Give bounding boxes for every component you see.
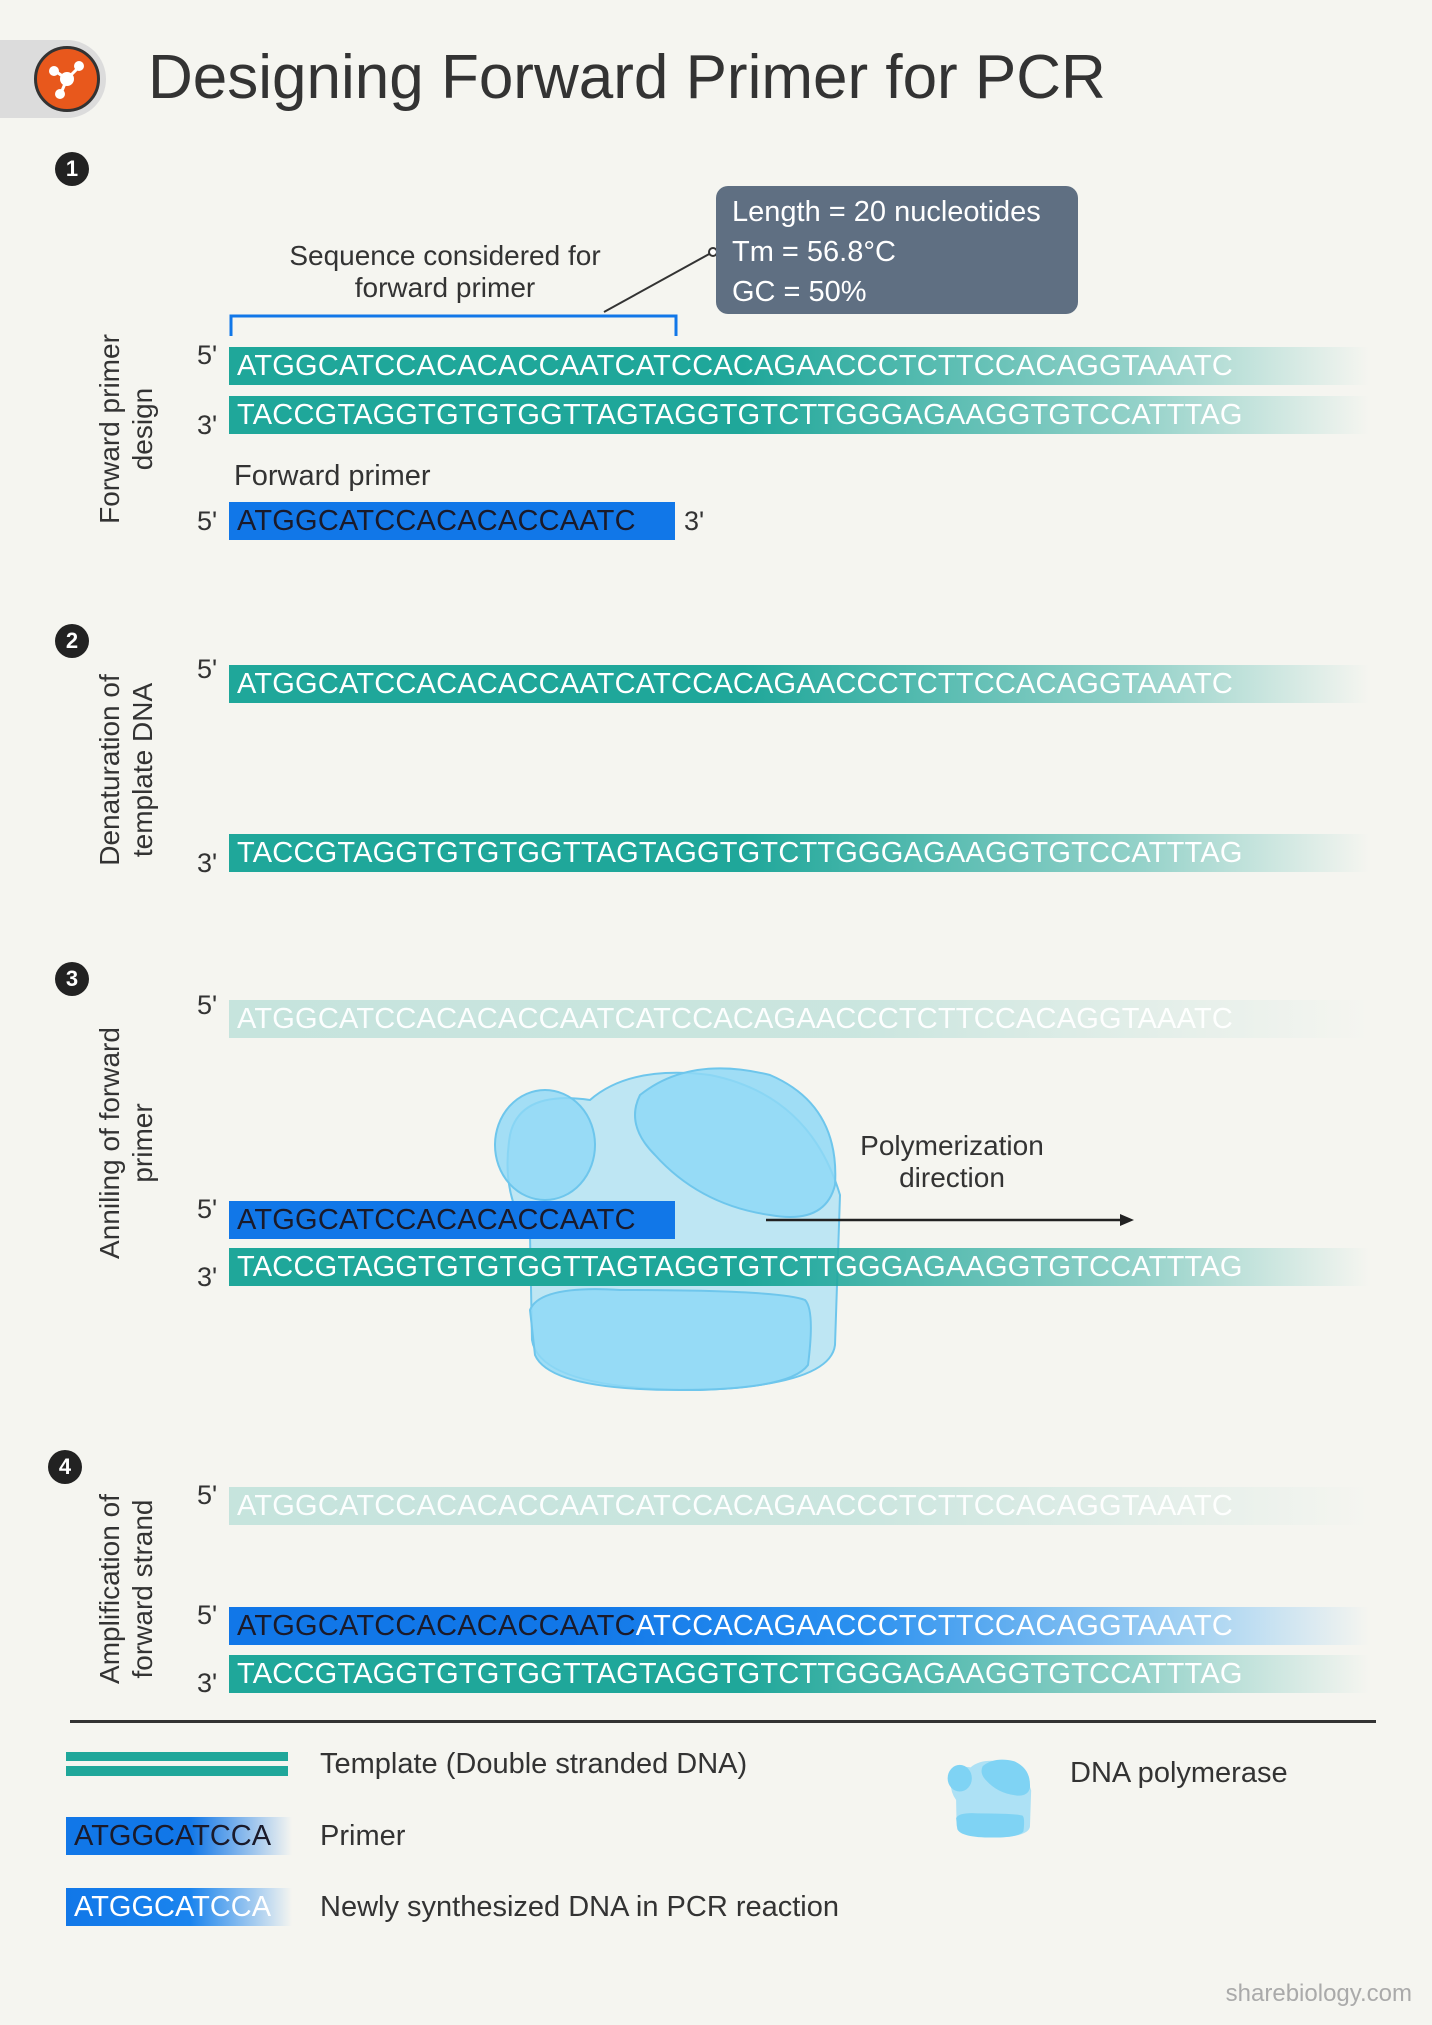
s2-template-top-strand: ATGGCATCCACACACCAATCATCCACAGAACCCTCTTCCACAGGTAAATC: [229, 665, 1369, 703]
s1-template-top-strand: ATGGCATCCACACACCAATCATCCACAGAACCCTCTTCCACAGGTAAATC: [229, 347, 1369, 385]
legend-new-dna-label: Newly synthesized DNA in PCR reaction: [320, 1891, 839, 1923]
polymerization-direction-caption: Polymerization direction: [860, 1130, 1044, 1193]
s3-bottom-3prime: 3': [197, 1262, 218, 1292]
callout-gc: GC = 50%: [732, 276, 867, 308]
s2-top-5prime: 5': [197, 654, 218, 684]
legend-primer-swatch: ATGGCATCCA: [66, 1817, 292, 1855]
s4-new-5prime: 5': [197, 1600, 218, 1630]
callout-length: Length = 20 nucleotides: [732, 196, 1041, 228]
s1-template-bottom-strand: TACCGTAGGTGTGTGGTTAGTAGGTGTCTTGGGAGAAGGTGTCCATTTAG: [229, 396, 1369, 434]
legend-new-dna-swatch: ATGGCATCCA: [66, 1888, 292, 1926]
s2-bottom-3prime: 3': [197, 848, 218, 878]
s2-template-bottom-strand: TACCGTAGGTGTGTGGTTAGTAGGTGTCTTGGGAGAAGGTGTCCATTTAG: [229, 834, 1369, 872]
s4-new-forward-strand: [229, 1607, 1369, 1645]
s4-bottom-3prime: 3': [197, 1668, 218, 1698]
step-4-label: Amplification of forward strand: [94, 1494, 158, 1684]
s4-template-bottom-strand: TACCGTAGGTGTGTGGTTAGTAGGTGTCTTGGGAGAAGGTGTCCATTTAG: [229, 1655, 1369, 1693]
s4-extension-part: ATCCACAGAACCCTCTTCCACAGGTAAATC: [635, 1610, 1234, 1642]
legend-template-swatch: [66, 1752, 288, 1778]
step-1-label: Forward primer design: [94, 334, 158, 524]
primer-properties-callout: [716, 186, 1078, 314]
step-2-label: Denaturation of template DNA: [94, 674, 158, 866]
forward-primer-caption: Forward primer: [234, 460, 431, 492]
page-title: Designing Forward Primer for PCR: [148, 43, 1106, 112]
s3-primer-5prime: 5': [197, 1194, 218, 1224]
forward-primer-strand: ATGGCATCCACACACCAATC: [229, 502, 675, 540]
step-2-badge: 2: [55, 624, 89, 658]
legend-template-label: Template (Double stranded DNA): [320, 1748, 748, 1780]
s4-top-5prime: 5': [197, 1480, 218, 1510]
s3-top-5prime: 5': [197, 990, 218, 1020]
s1-primer-3prime: 3': [684, 506, 705, 536]
s4-primer-part: ATGGCATCCACACACCAATC: [237, 1610, 636, 1642]
polymerization-arrow-icon: [760, 1210, 1140, 1230]
legend-polymerase-icon: [944, 1752, 1036, 1842]
s3-template-top-strand-faded: ATGGCATCCACACACCAATCATCCACAGAACCCTCTTCCACAGGTAAATC: [229, 1000, 1369, 1038]
callout-tm: Tm = 56.8°C: [732, 236, 896, 268]
s1-primer-5prime: 5': [197, 506, 218, 536]
s1-top-5prime: 5': [197, 340, 218, 370]
step-3-badge: 3: [55, 962, 89, 996]
bracket-caption: Sequence considered for forward primer: [289, 240, 601, 303]
step-3-label: Anniling of forward primer: [94, 1027, 158, 1259]
footer-credit: sharebiology.com: [1225, 1980, 1412, 2007]
legend-primer-label: Primer: [320, 1820, 406, 1852]
s1-bottom-3prime: 3': [197, 410, 218, 440]
legend-polymerase-label: DNA polymerase: [1070, 1757, 1288, 1789]
legend-separator: [70, 1720, 1376, 1723]
step-1-badge: 1: [55, 152, 89, 186]
s3-template-bottom-strand: TACCGTAGGTGTGTGGTTAGTAGGTGTCTTGGGAGAAGGTGTCCATTTAG: [229, 1248, 1369, 1286]
s4-template-top-strand-faded: ATGGCATCCACACACCAATCATCCACAGAACCCTCTTCCACAGGTAAATC: [229, 1487, 1369, 1525]
step-4-badge: 4: [48, 1450, 82, 1484]
s3-annealed-primer-strand: ATGGCATCCACACACCAATC: [229, 1201, 675, 1239]
